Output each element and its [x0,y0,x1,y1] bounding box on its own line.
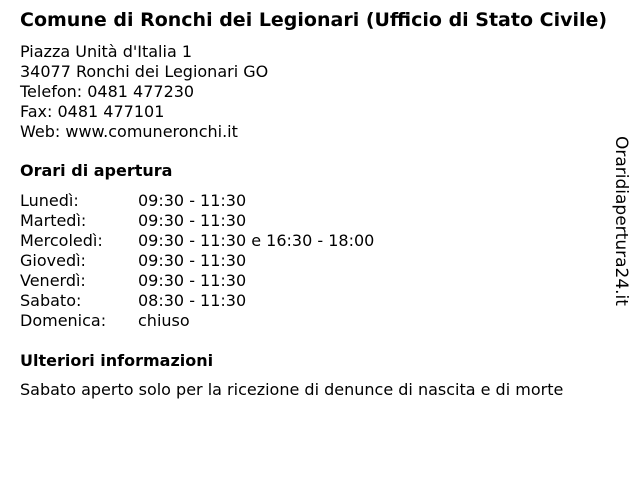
time-value: 09:30 - 11:30 e 16:30 - 18:00 [138,231,375,250]
hours-row-sunday [20,311,610,331]
address-city: 34077 Ronchi dei Legionari GO [20,62,269,81]
opening-hours-list [20,191,610,331]
time-value: 08:30 - 11:30 [138,291,247,310]
watermark-text: Oraridiapertura24.it [611,136,631,306]
time-value: 09:30 - 11:30 [138,271,247,290]
day-label: Venerdì: [20,271,86,290]
hours-row-tuesday [20,211,610,231]
further-info-heading: Ulteriori informazioni [20,351,214,370]
fax-number: Fax: 0481 477101 [20,102,165,121]
day-label: Mercoledì: [20,231,103,250]
time-value: chiuso [138,311,190,330]
website: Web: www.comuneronchi.it [20,122,238,141]
phone-number: Telefon: 0481 477230 [20,82,195,101]
day-label: Giovedì: [20,251,86,270]
time-value: 09:30 - 11:30 [138,211,247,230]
contact-block [20,42,610,142]
day-label: Sabato: [20,291,82,310]
hours-row-friday [20,271,610,291]
hours-row-thursday [20,251,610,271]
day-label: Martedì: [20,211,87,230]
watermark [604,136,640,312]
opening-hours-heading: Orari di apertura [20,161,173,180]
hours-row-wednesday [20,231,610,251]
hours-row-saturday [20,291,610,311]
day-label: Lunedì: [20,191,79,210]
time-value: 09:30 - 11:30 [138,191,247,210]
time-value: 09:30 - 11:30 [138,251,247,270]
hours-row-monday [20,191,610,211]
day-label: Domenica: [20,311,107,330]
office-details [20,9,610,400]
address-street: Piazza Unità d'Italia 1 [20,42,193,61]
further-info-text: Sabato aperto solo per la ricezione di denunce di nascita e di morte [20,380,564,399]
page-title: Comune di Ronchi dei Legionari (Ufficio di Stato Civile) [20,9,608,31]
